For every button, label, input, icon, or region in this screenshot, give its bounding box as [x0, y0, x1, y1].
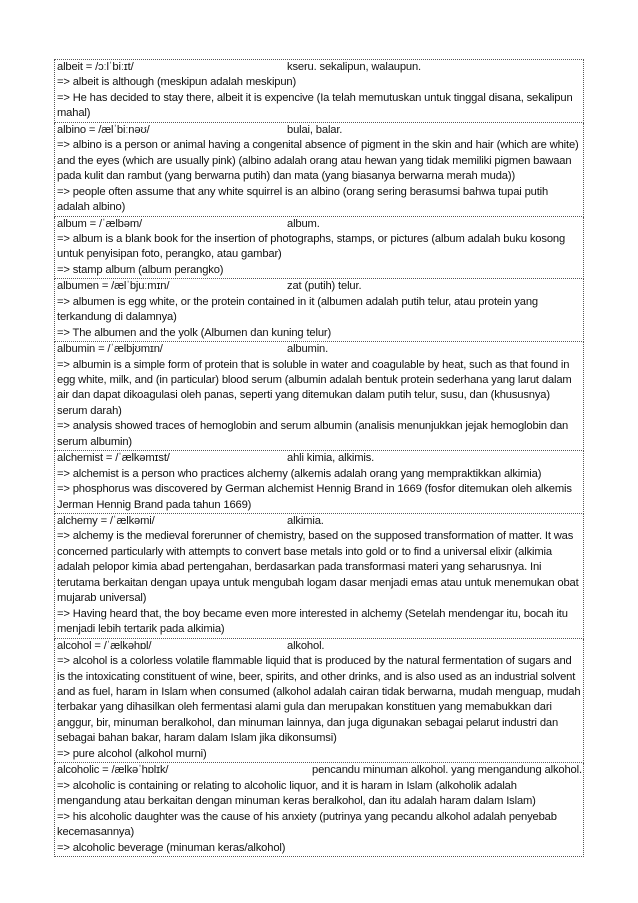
dictionary-entry	[54, 514, 584, 639]
entry-example-line: => analysis showed traces of hemoglobin and serum albumin (analisis menunjukkan jejak hemoglobin dan serum albumin)	[57, 420, 569, 448]
entry-term: albeit = /ɔːlˈbiːɪt/	[57, 61, 134, 73]
entry-meaning: alkohol.	[287, 639, 325, 652]
entry-headword-line	[57, 60, 581, 75]
entry-example-line: => alchemist is a person who practices alchemy (alkemis adalah orang yang mempraktikkan alkimia)	[57, 467, 542, 480]
entry-meaning: bulai, balar.	[287, 123, 343, 136]
entry-meaning: ahli kimia, alkimis.	[287, 452, 375, 465]
entry-headword-line	[57, 342, 581, 357]
entry-term: album = /ˈælbəm/	[57, 217, 142, 230]
entry-headword-line	[57, 451, 581, 466]
entry-example-line: => alcoholic beverage (minuman keras/alkohol)	[57, 841, 286, 854]
entry-headword-line	[57, 279, 581, 294]
dictionary-table	[54, 59, 584, 857]
entry-meaning: album.	[287, 217, 320, 230]
entry-example-line: => albumin is a simple form of protein that is soluble in water and coagulable by heat, such as that found in egg white, milk, and (in particular) blood serum (albumin adalah bentuk protein sederhana yang larut dalam air dan dapat dikoagulasi oleh panas, seperti yang ditemukan dalam putih telur, susu, dan (khususnya) serum darah)	[57, 358, 572, 417]
entry-meaning: albumin.	[287, 343, 329, 356]
entry-term: albumen = /ælˈbjuːmɪn/	[57, 280, 170, 293]
entry-example-line: => Having heard that, the boy became even more interested in alchemy (Setelah mendengar itu, bocah itu menjadi lebih tertarik pada alkimia)	[57, 607, 568, 636]
entry-example-line: => alcohol is a colorless volatile flammable liquid that is produced by the natural fermentation of sugars and is the intoxicating constituent of wine, beer, spirits, and other drinks, and is also used as an industrial solvent and as fuel, haram in Islam when consumed (alkohol adalah cairan tidak berwarna, mudah menguap, mudah terbakar yang dihasilkan oleh fermentasi alami gula dan merupakan konstituen yang memabukkan dari anggur, bir, minuman beralkohol, dan minuman lainnya, dan juga digunakan sebagai pelarut industri dan sebagai bahan bakar, haram dalam Islam jika dikonsumsi)	[57, 655, 581, 745]
entry-example-line: => people often assume that any white squirrel is an albino (orang sering berasumsi bahwa tupai putih adalah albino)	[57, 185, 549, 214]
dictionary-entry	[54, 342, 584, 451]
entry-example-line: => albino is a person or animal having a congenital absence of pigment in the skin and hair (which are white) and the eyes (which are usually pink) (albino adalah orang atau hewan yang tidak memiliki pigmen bawaan pada kulit dan rambut (yang berwarna putih) dan mata (yang biasanya berwarna merah muda))	[57, 139, 579, 183]
entry-headword-line	[57, 217, 581, 232]
dictionary-entry	[54, 279, 584, 342]
entry-example-line: => alchemy is the medieval forerunner of chemistry, based on the supposed transformation of matter. It was concerned particularly with attempts to convert base metals into gold or to find a universal elixir (alkimia adalah pelopor kimia abad pertengahan, berdasarkan pada transformasi materi yang seharusnya. Ini terutama berkaitan dengan upaya untuk mengubah logam dasar menjadi emas atau untuk menemukan obat mujarab universal)	[57, 530, 579, 605]
entry-meaning: zat (putih) telur.	[287, 280, 362, 293]
entry-example-line: => albeit is although (meskipun adalah meskipun)	[57, 76, 297, 89]
entry-headword-line	[57, 514, 581, 529]
entry-example-line: => pure alcohol (alkohol murni)	[57, 747, 207, 760]
entry-example-line: => albumen is egg white, or the protein contained in it (albumen adalah putih telur, atau protein yang terkandung di dalamnya)	[57, 295, 539, 324]
entry-meaning: pencandu minuman alkohol. yang mengandung alkohol.	[312, 764, 582, 777]
entry-example-line: => alcoholic is containing or relating to alcoholic liquor, and it is haram in Islam (alkoholik adalah mengandung atau berkaitan dengan minuman keras beralkohol, dan itu adalah haram dalam Islam)	[57, 779, 536, 808]
entry-headword-line	[57, 639, 581, 654]
dictionary-entry	[54, 60, 584, 123]
entry-term: alchemy = /ˈælkəmi/	[57, 515, 155, 528]
entry-example-line: => phosphorus was discovered by German alchemist Hennig Brand in 1669 (fosfor ditemukan oleh alkemis Jerman Hennig Brand pada tahun 1669)	[57, 483, 572, 511]
entry-term: alcoholic = /ælkəˈhɒlɪk/	[57, 764, 169, 777]
entry-example-line: => stamp album (album perangko)	[57, 263, 224, 276]
entry-example-line: => The albumen and the yolk (Albumen dan kuning telur)	[57, 326, 332, 339]
entry-term: alcohol = /ˈælkəhɒl/	[57, 639, 152, 652]
entry-example-line: => album is a blank book for the insertion of photographs, stamps, or pictures (album adalah buku kosong untuk penyisipan foto, perangko, atau gambar)	[57, 232, 566, 261]
dictionary-entry	[54, 639, 584, 764]
dictionary-entry	[54, 217, 584, 280]
entry-example-line: => his alcoholic daughter was the cause of his anxiety (putrinya yang pecandu alkohol adalah penyebab kecemasannya)	[57, 810, 557, 839]
entry-term: alchemist = /ˈælkəmɪst/	[57, 452, 170, 465]
entry-meaning: kseru. sekalipun, walaupun.	[287, 61, 422, 73]
dictionary-entry	[54, 451, 584, 514]
entry-example-line: => He has decided to stay there, albeit it is expencive (Ia telah memutuskan untuk tinggal disana, sekalipun mahal)	[57, 91, 573, 120]
entry-term: albino = /ælˈbiːnəʊ/	[57, 123, 150, 136]
entry-meaning: alkimia.	[287, 515, 324, 528]
dictionary-entry	[54, 763, 584, 857]
dictionary-entry	[54, 123, 584, 217]
entry-term: albumin = /ˈælbjʊmɪn/	[57, 343, 163, 356]
entry-headword-line	[57, 123, 581, 138]
entry-headword-line	[57, 763, 581, 778]
